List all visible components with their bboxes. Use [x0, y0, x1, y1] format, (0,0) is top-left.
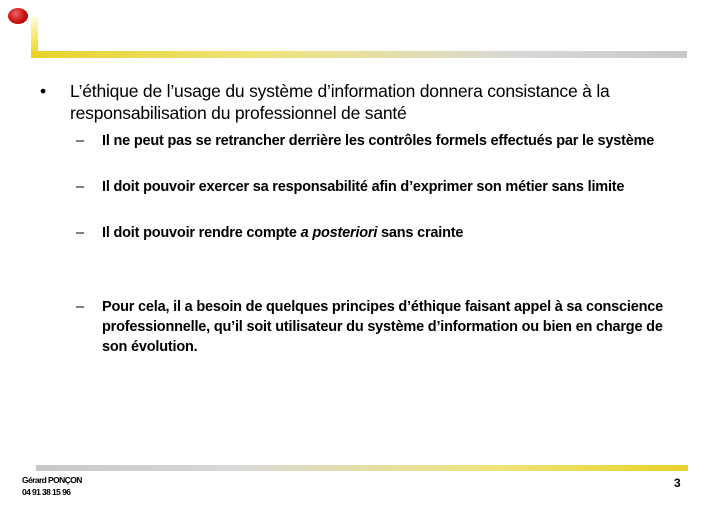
italic-text: a posteriori — [300, 225, 378, 241]
sub-item-text: Il doit pouvoir rendre compte a posteriori sans crainte — [102, 225, 464, 241]
dash-icon: – — [76, 299, 84, 315]
dash-icon: – — [76, 133, 84, 149]
emphasis-text: responsabilisation — [70, 103, 207, 123]
footer-phone: 04 91 38 15 96 — [22, 487, 71, 497]
sub-item-text: Il ne peut pas se retrancher derrière les contrôles formels effectués par le système — [102, 133, 655, 149]
dash-icon: – — [76, 225, 84, 241]
page-number: 3 — [674, 476, 681, 490]
main-bullet-text: L’éthique de l’usage du système d’information donnera consistance à la responsabilisation du professionnel de santé — [70, 81, 610, 123]
footer-author-block — [22, 474, 82, 498]
dash-icon: – — [76, 179, 84, 195]
sub-item-text: Il doit pouvoir exercer sa responsabilité afin d’exprimer son métier sans limite — [102, 179, 625, 195]
footer-accent-bar — [36, 465, 688, 471]
footer-author: Gérard PONÇON — [22, 475, 82, 485]
sub-item-text: Pour cela, il a besoin de quelques principes d’éthique faisant appel à sa conscience professionnelle, qu’il soit utilisateur du système d’information ou bien en charge de son évolution. — [102, 299, 663, 355]
bullet-icon: • — [40, 81, 46, 101]
